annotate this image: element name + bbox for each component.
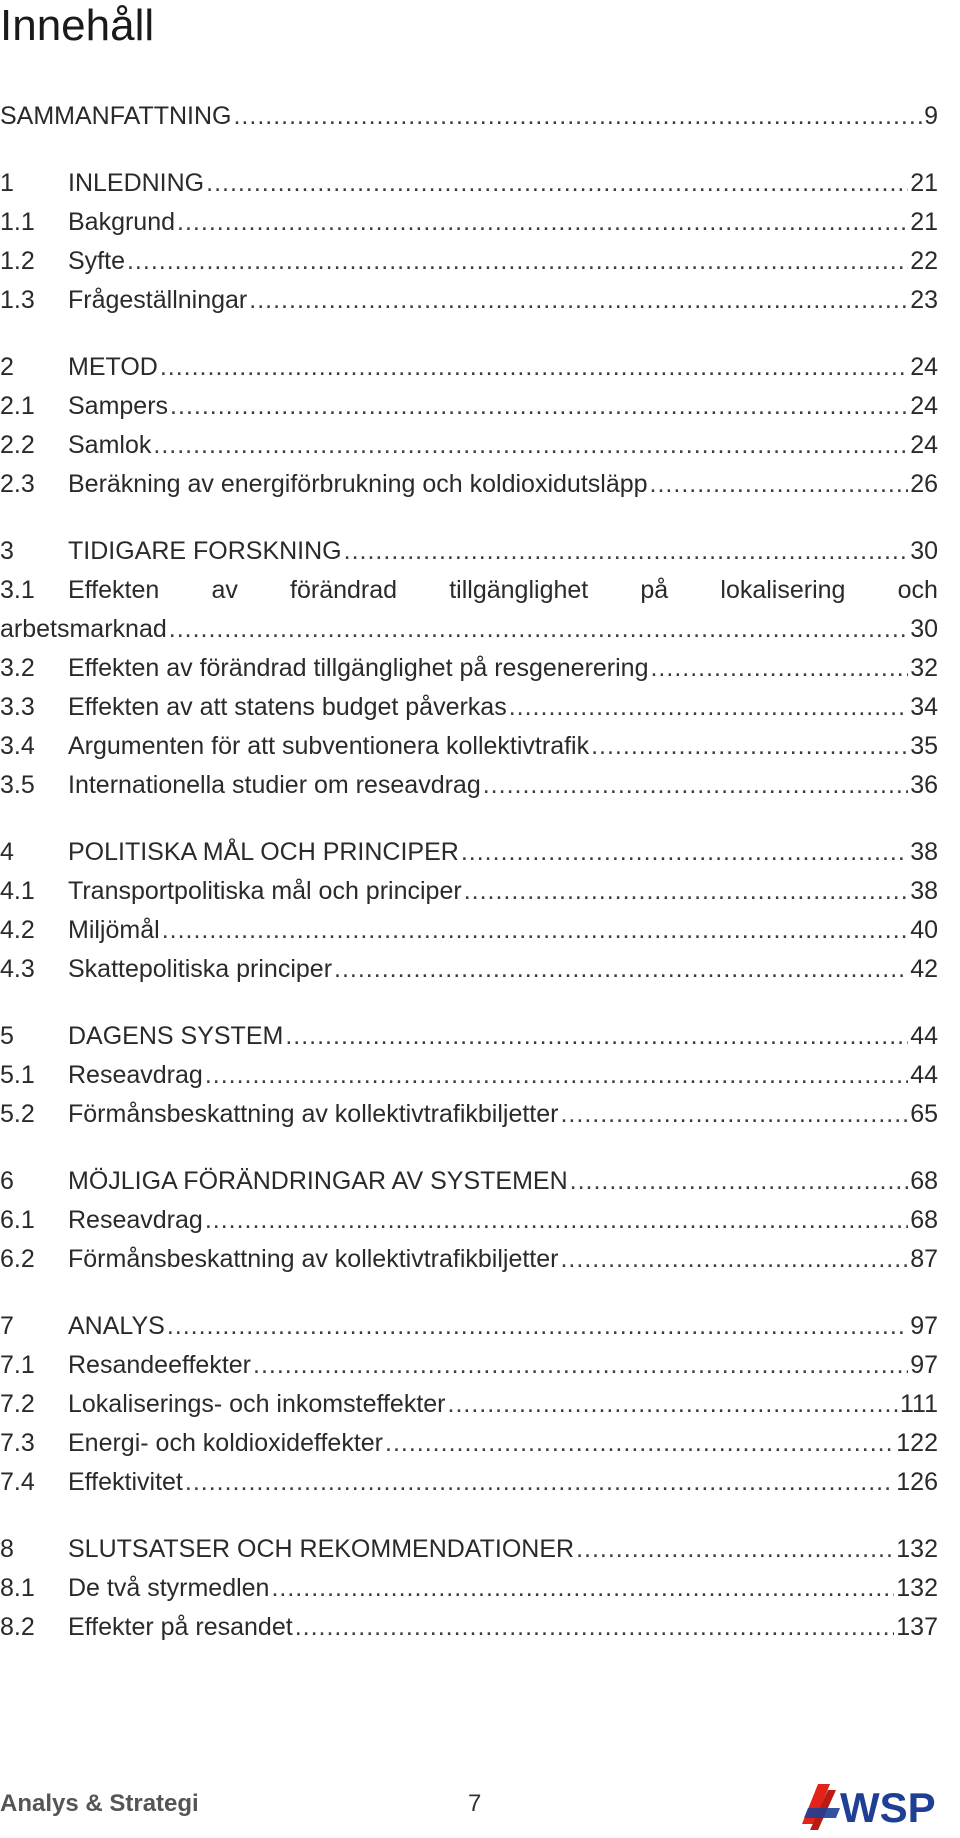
toc-entry-justified-title xyxy=(68,571,938,610)
toc-entry-3-3[interactable] xyxy=(0,688,938,727)
toc-entry-summary[interactable] xyxy=(0,97,938,136)
toc-entry-4-2[interactable] xyxy=(0,911,938,950)
toc-entry-6-1[interactable] xyxy=(0,1201,938,1240)
toc-entry-2[interactable] xyxy=(0,348,938,387)
toc-entry-page: 122 xyxy=(896,1429,938,1457)
toc-entry-page: 9 xyxy=(924,102,938,130)
leader-dots xyxy=(205,1056,908,1095)
toc-entry-page: 40 xyxy=(910,916,938,944)
toc-entry-number: 2.3 xyxy=(0,470,35,498)
toc-entry-title: Förmånsbeskattning av kollektivtrafikbiljetter xyxy=(68,1100,559,1128)
toc-entry-title: Syfte xyxy=(68,247,125,275)
toc-entry-title: Effektivitet xyxy=(68,1468,183,1496)
toc-entry-page: 137 xyxy=(896,1613,938,1641)
leader-dots xyxy=(650,649,908,688)
leader-dots xyxy=(464,872,909,911)
page-footer xyxy=(0,1784,960,1831)
toc-word: Effekten xyxy=(68,576,160,604)
toc-entry-number: 5 xyxy=(0,1022,14,1050)
toc-entry-number: 6.2 xyxy=(0,1245,35,1273)
leader-dots xyxy=(483,766,908,805)
toc-entry-page: 44 xyxy=(910,1061,938,1089)
toc-entry-title: arbetsmarknad xyxy=(0,615,167,643)
toc-entry-7-2[interactable] xyxy=(0,1385,938,1424)
logo-text: WSP xyxy=(840,1784,936,1831)
toc-entry-number: 7.2 xyxy=(0,1390,35,1418)
leader-dots xyxy=(249,281,908,320)
toc-entry-6[interactable] xyxy=(0,1162,938,1201)
leader-dots xyxy=(334,950,908,989)
leader-dots xyxy=(271,1569,894,1608)
wsp-logo xyxy=(800,1778,940,1832)
leader-dots xyxy=(344,532,909,571)
toc-entry-page: 38 xyxy=(910,838,938,866)
toc-entry-5[interactable] xyxy=(0,1017,938,1056)
toc-entry-title: Transportpolitiska mål och principer xyxy=(68,877,462,905)
toc-entry-number: 8 xyxy=(0,1535,14,1563)
toc-entry-title: Skattepolitiska principer xyxy=(68,955,333,983)
toc-entry-page: 68 xyxy=(910,1206,938,1234)
leader-dots xyxy=(153,426,908,465)
toc-entry-page: 34 xyxy=(910,693,938,721)
toc-entry-title: Förmånsbeskattning av kollektivtrafikbiljetter xyxy=(68,1245,559,1273)
toc-entry-page: 35 xyxy=(910,732,938,760)
toc-entry-title: Effekter på resandet xyxy=(68,1613,293,1641)
toc-entry-title: Resandeeffekter xyxy=(68,1351,251,1379)
toc-entry-1[interactable] xyxy=(0,164,938,203)
toc-entry-page: 38 xyxy=(910,877,938,905)
toc-entry-7[interactable] xyxy=(0,1307,938,1346)
leader-dots xyxy=(385,1424,894,1463)
toc-entry-number: 1.1 xyxy=(0,208,35,236)
toc-entry-title: INLEDNING xyxy=(68,169,205,197)
toc-entry-page: 21 xyxy=(910,169,938,197)
toc-entry-6-2[interactable] xyxy=(0,1240,938,1279)
toc-entry-number: 3.1 xyxy=(0,576,35,604)
leader-dots xyxy=(509,688,908,727)
toc-entry-title: Effekten av att statens budget påverkas xyxy=(68,693,507,721)
toc-entry-4-3[interactable] xyxy=(0,950,938,989)
toc-entry-page: 23 xyxy=(910,286,938,314)
toc-entry-page: 24 xyxy=(910,392,938,420)
toc-entry-page: 24 xyxy=(910,353,938,381)
toc-word: förändrad xyxy=(290,576,398,604)
toc-word: av xyxy=(211,576,238,604)
toc-entry-3-5[interactable] xyxy=(0,766,938,805)
footer-page-number: 7 xyxy=(468,1790,482,1817)
toc-entry-title: Beräkning av energiförbrukning och koldioxidutsläpp xyxy=(68,470,648,498)
toc-entry-title: TIDIGARE FORSKNING xyxy=(68,537,342,565)
leader-dots xyxy=(295,1608,895,1647)
toc-entry-title: De två styrmedlen xyxy=(68,1574,270,1602)
toc-entry-8-2[interactable] xyxy=(0,1608,938,1647)
toc-entry-number: 3.3 xyxy=(0,693,35,721)
toc-entry-page: 30 xyxy=(910,615,938,643)
leader-dots xyxy=(206,164,908,203)
toc-entry-page: 42 xyxy=(910,955,938,983)
toc-entry-3-2[interactable] xyxy=(0,649,938,688)
toc-entry-7-3[interactable] xyxy=(0,1424,938,1463)
toc-entry-number: 3.4 xyxy=(0,732,35,760)
leader-dots xyxy=(127,242,908,281)
leader-dots xyxy=(233,97,922,136)
toc-entry-page: 21 xyxy=(910,208,938,236)
toc-entry-page: 26 xyxy=(910,470,938,498)
toc-entry-number: 7.4 xyxy=(0,1468,35,1496)
toc-entry-title: Samlok xyxy=(68,431,152,459)
leader-dots xyxy=(253,1346,908,1385)
toc-entry-page: 111 xyxy=(899,1390,938,1418)
toc-entry-number: 5.1 xyxy=(0,1061,35,1089)
toc-entry-title: Miljömål xyxy=(68,916,160,944)
toc-entry-page: 36 xyxy=(910,771,938,799)
toc-entry-title: Energi- och koldioxideffekter xyxy=(68,1429,383,1457)
leader-dots xyxy=(560,1095,908,1134)
leader-dots xyxy=(177,203,908,242)
toc-entry-3-1-continued[interactable] xyxy=(0,610,938,649)
toc-entry-number: 6.1 xyxy=(0,1206,35,1234)
toc-entry-page: 22 xyxy=(910,247,938,275)
leader-dots xyxy=(560,1240,908,1279)
leader-dots xyxy=(650,465,909,504)
toc-entry-3-4[interactable] xyxy=(0,727,938,766)
toc-entry-title: DAGENS SYSTEM xyxy=(68,1022,284,1050)
toc-entry-2-3[interactable] xyxy=(0,465,938,504)
page-title: Innehåll xyxy=(0,1,155,50)
toc-entry-title: Bakgrund xyxy=(68,208,176,236)
toc-entry-page: 24 xyxy=(910,431,938,459)
toc-entry-page: 44 xyxy=(910,1022,938,1050)
toc-entry-title: METOD xyxy=(68,353,158,381)
toc-entry-number: 4.3 xyxy=(0,955,35,983)
toc-entry-title: SLUTSATSER OCH REKOMMENDATIONER xyxy=(68,1535,575,1563)
toc-entry-page: 65 xyxy=(910,1100,938,1128)
toc-entry-title: Sampers xyxy=(68,392,169,420)
toc-entry-number: 4 xyxy=(0,838,14,866)
toc-word: tillgänglighet xyxy=(449,576,589,604)
toc-entry-7-4[interactable] xyxy=(0,1463,938,1502)
toc-entry-number: 1.2 xyxy=(0,247,35,275)
toc-entry-page: 97 xyxy=(910,1312,938,1340)
toc-entry-number: 3.5 xyxy=(0,771,35,799)
toc-entry-3-1[interactable] xyxy=(0,571,938,610)
toc-entry-3[interactable] xyxy=(0,532,938,571)
toc-word: på xyxy=(640,576,669,604)
toc-entry-number: 2.2 xyxy=(0,431,35,459)
toc-entry-page: 126 xyxy=(896,1468,938,1496)
toc-entry-title: Internationella studier om reseavdrag xyxy=(68,771,481,799)
toc-entry-number: 3 xyxy=(0,537,14,565)
toc-word: lokalisering xyxy=(720,576,846,604)
leader-dots xyxy=(167,1307,908,1346)
leader-dots xyxy=(162,911,909,950)
toc-entry-title: SAMMANFATTNING xyxy=(0,102,232,130)
leader-dots xyxy=(591,727,908,766)
leader-dots xyxy=(185,1463,894,1502)
toc-entry-1-2[interactable] xyxy=(0,242,938,281)
toc-entry-1-1[interactable] xyxy=(0,203,938,242)
toc-entry-page: 132 xyxy=(896,1535,938,1563)
toc-entry-2-1[interactable] xyxy=(0,387,938,426)
toc-entry-number: 1 xyxy=(0,169,14,197)
toc-entry-5-1[interactable] xyxy=(0,1056,938,1095)
leader-dots xyxy=(160,348,908,387)
footer-brand: Analys & Strategi xyxy=(0,1790,199,1817)
toc-entry-7-1[interactable] xyxy=(0,1346,938,1385)
toc-entry-title: POLITISKA MÅL OCH PRINCIPER xyxy=(68,838,459,866)
toc-entry-title: MÖJLIGA FÖRÄNDRINGAR AV SYSTEMEN xyxy=(68,1167,568,1195)
toc-entry-number: 2.1 xyxy=(0,392,35,420)
toc-entry-title: Reseavdrag xyxy=(68,1061,203,1089)
toc-entry-1-3[interactable] xyxy=(0,281,938,320)
toc-entry-title: Argumenten för att subventionera kollektivtrafik xyxy=(68,732,590,760)
leader-dots xyxy=(170,387,908,426)
toc-entry-number: 8.2 xyxy=(0,1613,35,1641)
toc-entry-number: 3.2 xyxy=(0,654,35,682)
toc-entry-4-1[interactable] xyxy=(0,872,938,911)
toc-entry-title: Effekten av förändrad tillgänglighet på resgenerering xyxy=(68,654,649,682)
toc-entry-8-1[interactable] xyxy=(0,1569,938,1608)
toc-entry-page: 97 xyxy=(910,1351,938,1379)
toc-word: och xyxy=(897,576,938,604)
toc-entry-number: 1.3 xyxy=(0,286,35,314)
toc-entry-title: Frågeställningar xyxy=(68,286,248,314)
toc-entry-number: 4.2 xyxy=(0,916,35,944)
toc-entry-4[interactable] xyxy=(0,833,938,872)
toc-entry-number: 4.1 xyxy=(0,877,35,905)
leader-dots xyxy=(169,610,908,649)
toc-entry-number: 6 xyxy=(0,1167,14,1195)
toc-entry-8[interactable] xyxy=(0,1530,938,1569)
toc-entry-number: 7.3 xyxy=(0,1429,35,1457)
toc-entry-number: 2 xyxy=(0,353,14,381)
toc-entry-page: 30 xyxy=(910,537,938,565)
toc-entry-page: 132 xyxy=(896,1574,938,1602)
toc-entry-number: 7 xyxy=(0,1312,14,1340)
toc-entry-number: 7.1 xyxy=(0,1351,35,1379)
leader-dots xyxy=(448,1385,898,1424)
table-of-contents xyxy=(0,97,938,1647)
leader-dots xyxy=(205,1201,908,1240)
toc-entry-page: 32 xyxy=(910,654,938,682)
leader-dots xyxy=(570,1162,909,1201)
toc-entry-title: Reseavdrag xyxy=(68,1206,203,1234)
toc-entry-number: 5.2 xyxy=(0,1100,35,1128)
leader-dots xyxy=(576,1530,894,1569)
toc-entry-2-2[interactable] xyxy=(0,426,938,465)
toc-entry-title: ANALYS xyxy=(68,1312,165,1340)
toc-entry-5-2[interactable] xyxy=(0,1095,938,1134)
leader-dots xyxy=(285,1017,908,1056)
toc-entry-page: 68 xyxy=(910,1167,938,1195)
toc-entry-title: Lokaliserings- och inkomsteffekter xyxy=(68,1390,446,1418)
toc-entry-number: 8.1 xyxy=(0,1574,35,1602)
leader-dots xyxy=(461,833,908,872)
toc-entry-page: 87 xyxy=(910,1245,938,1273)
